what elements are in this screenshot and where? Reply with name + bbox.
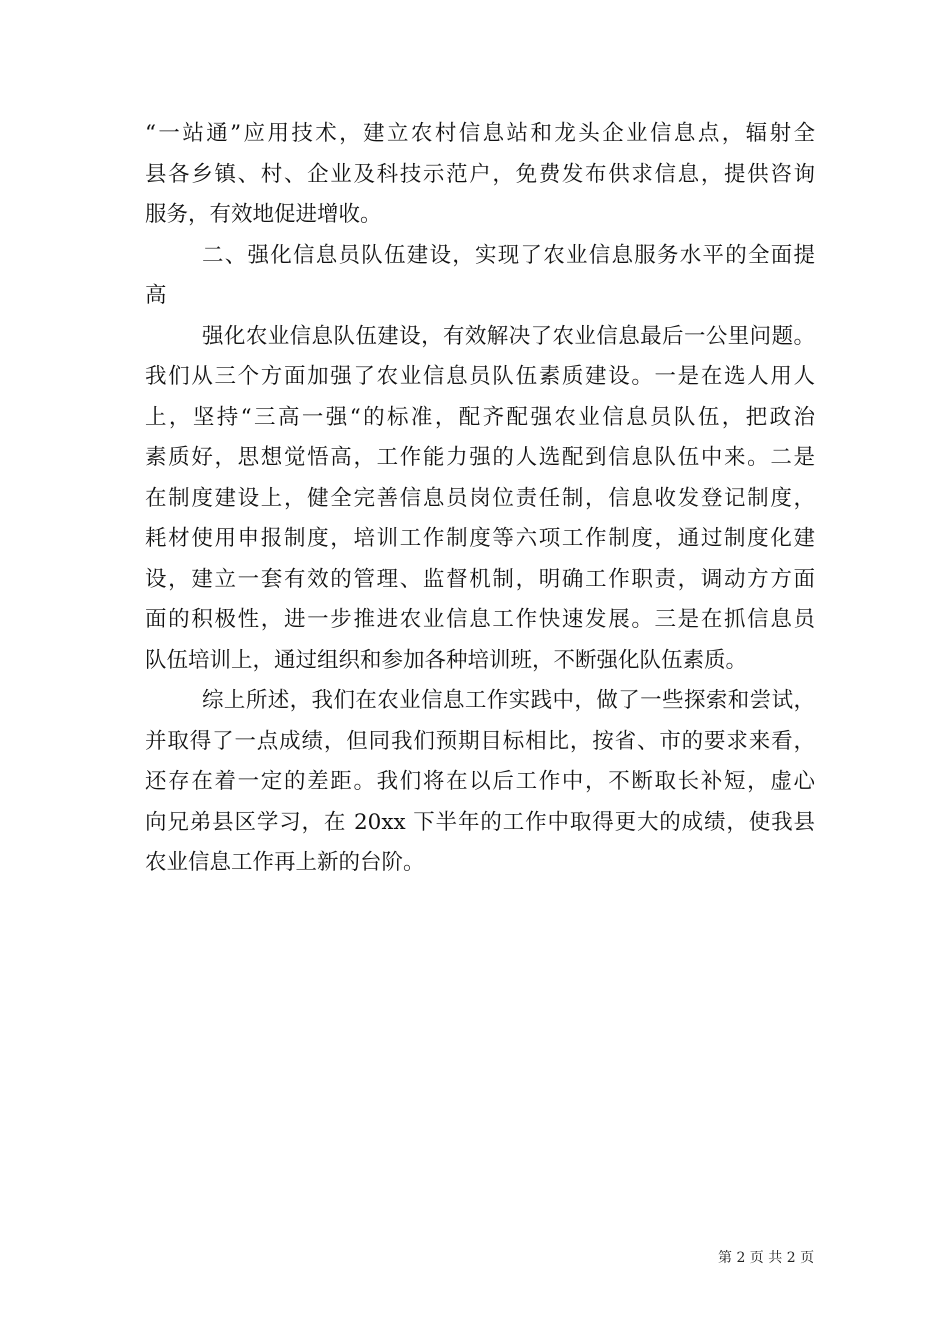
text-line: 耗材使用申报制度，培训工作制度等六项工作制度，通过制度化建: [145, 526, 815, 551]
text-line: 素质好，思想觉悟高，工作能力强的人选配到信息队伍中来。二是: [145, 445, 815, 470]
text-line: 高: [145, 283, 167, 308]
text-line: 还存在着一定的差距。我们将在以后工作中，不断取长补短，虚心: [145, 769, 815, 794]
text-line: 农业信息工作再上新的台阶。: [145, 850, 425, 875]
text-line: 我们从三个方面加强了农业信息员队伍素质建设。一是在选人用人: [145, 364, 815, 389]
text-line: 队伍培训上，通过组织和参加各种培训班，不断强化队伍素质。: [145, 647, 748, 673]
text-line: 设，建立一套有效的管理、监督机制，明确工作职责，调动方方面: [145, 566, 815, 592]
text-line: 二、强化信息员队伍建设，实现了农业信息服务水平的全面提: [202, 242, 815, 268]
text-line: 服务，有效地促进增收。: [145, 202, 382, 227]
document-body: [145, 114, 815, 884]
paragraph-3: [145, 317, 815, 682]
text-line: 县各乡镇、村、企业及科技示范户，免费发布供求信息，提供咨询: [145, 161, 815, 187]
page-number: 第 2 页 共 2 页: [718, 1250, 815, 1266]
text-line: 强化农业信息队伍建设，有效解决了农业信息最后一公里问题。: [202, 323, 815, 349]
text-line: “一站通”应用技术，建立农村信息站和龙头企业信息点，辐射全: [145, 121, 815, 146]
text-line: 综上所述，我们在农业信息工作实践中，做了一些探索和尝试，: [202, 688, 815, 713]
section-heading: [145, 236, 815, 317]
text-line: 面的积极性，进一步推进农业信息工作快速发展。三是在抓信息员: [145, 607, 815, 632]
text-line: 在制度建设上，健全完善信息员岗位责任制，信息收发登记制度，: [145, 485, 815, 511]
text-line: 并取得了一点成绩，但同我们预期目标相比，按省、市的要求来看，: [145, 728, 815, 754]
text-line: 上，坚持“三高一强“的标准，配齐配强农业信息员队伍，把政治: [145, 404, 815, 430]
paragraph-1: [145, 114, 815, 236]
text-line: 向兄弟县区学习，在 20xx 下半年的工作中取得更大的成绩，使我县: [145, 809, 815, 835]
paragraph-4: [145, 681, 815, 884]
